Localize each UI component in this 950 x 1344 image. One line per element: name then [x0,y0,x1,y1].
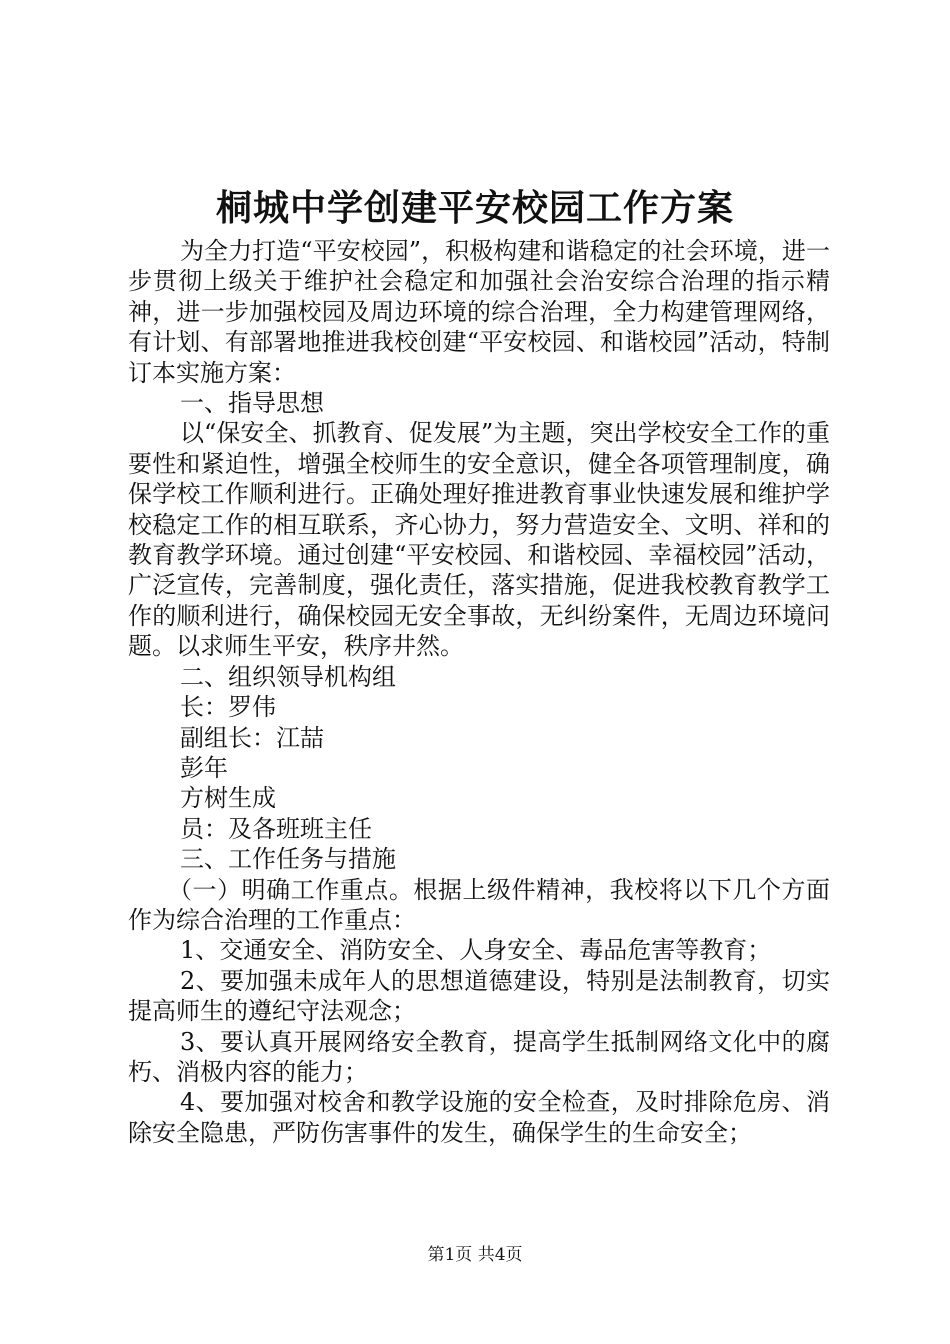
task-item-4: 4、要加强对校舍和教学设施的安全检查，及时排除危房、消除安全隐患，严防伤害事件的发生，确保学生的生命安全； [128,1088,830,1147]
members-line: 员：及各班班主任 [180,814,372,843]
task-item-3: 3、要认真开展网络安全教育，提高学生抵制网络文化中的腐朽、消极内容的能力； [128,1027,830,1086]
deputy-member-line: 彭年 [180,753,228,782]
document-title: 桐城中学创建平安校园工作方案 [215,187,734,229]
group-leader-line: 长：罗伟 [180,693,276,722]
intro-paragraph: 为全力打造“平安校园”，积极构建和谐稳定的社会环境，进一步贯彻上级关于维护社会稳定和加强社会治安综合治理的指示精神，进一步加强校园及周边环境的综合治理，全力构建管理网络，有计划、有部署地推进我校创建“平安校园、和谐校园”活动，特制订本实施方案： [128,237,830,387]
section-heading-organization: 二、组织领导机构组 [180,662,396,691]
page-footer: 第1页 共4页 [427,1245,523,1265]
task-focus-paragraph: （一）明确工作重点。根据上级件精神，我校将以下几个方面作为综合治理的工作重点： [128,875,830,934]
task-item-2: 2、要加强未成年人的思想道德建设，特别是法制教育，切实提高师生的遵纪守法观念； [128,966,830,1026]
task-item-1: 1、交通安全、消防安全、人身安全、毒品危害等教育； [180,936,772,965]
deputy-member-line-2: 方树生成 [180,784,276,813]
document-body [128,236,830,1148]
section-heading-guiding-ideology: 一、指导思想 [180,389,324,418]
guiding-ideology-paragraph: 以“保安全、抓教育、促发展”为主题，突出学校安全工作的重要性和紧迫性，增强全校师生的安全意识，健全各项管理制度，确保学校工作顺利进行。正确处理好推进教育事业快速发展和维护学校稳定工作的相互联系，齐心协力，努力营造安全、文明、祥和的教育教学环境。通过创建“平安校园、和谐校园、幸福校园”活动，广泛宣传，完善制度，强化责任，落实措施，促进我校教育教学工作的顺利进行，确保校园无安全事故，无纠纷案件，无周边环境问题。以求师生平安，秩序井然。 [128,419,830,661]
deputy-leader-line: 副组长：江喆 [180,723,324,752]
section-heading-tasks: 三、工作任务与措施 [180,845,396,874]
